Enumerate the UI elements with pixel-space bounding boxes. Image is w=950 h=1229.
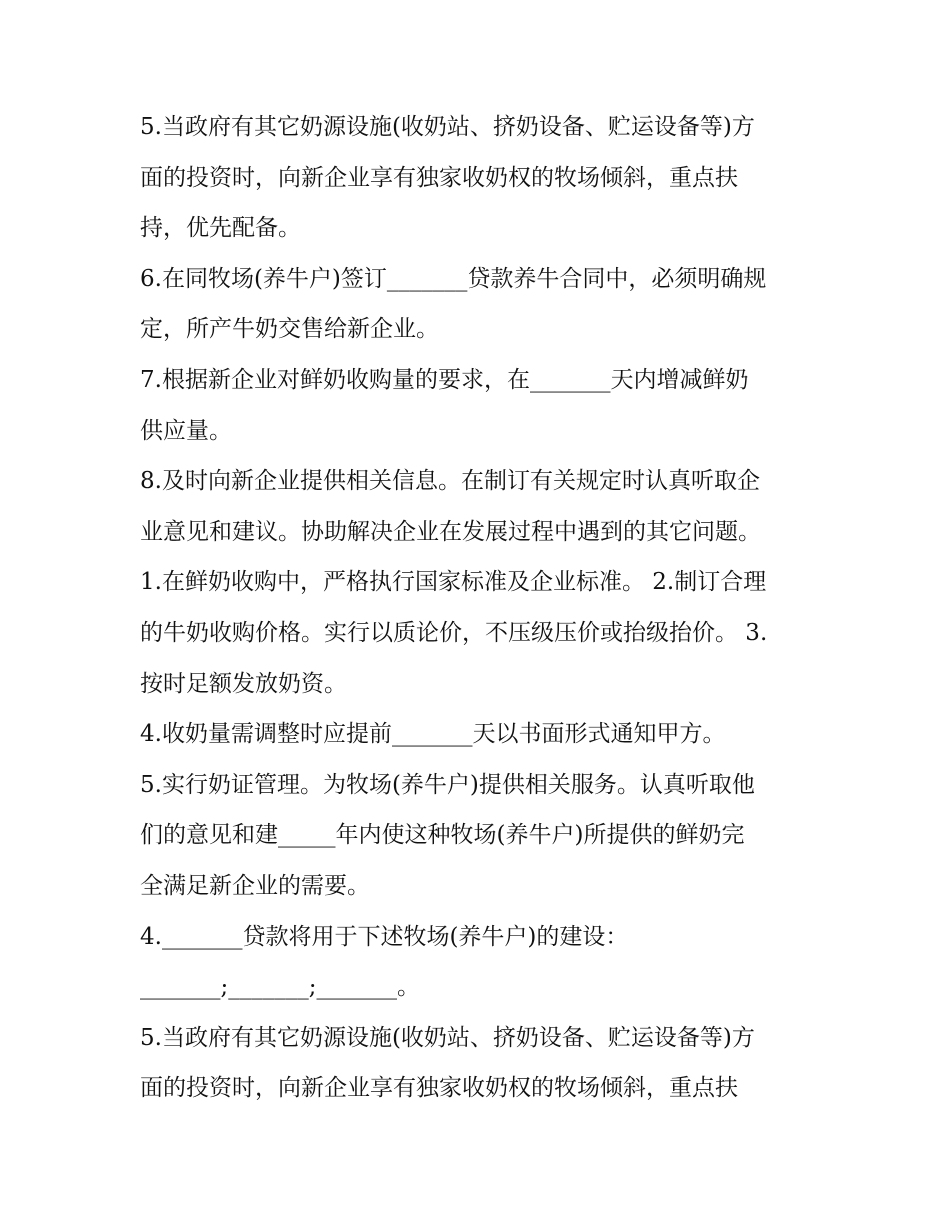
text-line: 4._______贷款将用于下述牧场(养牛户)的建设： bbox=[140, 923, 629, 950]
text-line: 面的投资时，向新企业享有独家收奶权的牧场倾斜，重点扶 bbox=[140, 1075, 738, 1102]
text-line: 全满足新企业的需要。 bbox=[140, 872, 370, 899]
text-line: 4.收奶量需调整时应提前_______天以书面形式通知甲方。 bbox=[140, 721, 726, 748]
text-line: _______;_______;_______。 bbox=[140, 974, 420, 1001]
text-line: 持，优先配备。 bbox=[140, 215, 301, 242]
text-line: 业意见和建议。协助解决企业在发展过程中遇到的其它问题。 bbox=[140, 518, 761, 545]
text-line: 5.当政府有其它奶源设施(收奶站、挤奶设备、贮运设备等)方 bbox=[140, 114, 755, 140]
text-line: 8.及时向新企业提供相关信息。在制订有关规定时认真听取企 bbox=[140, 468, 760, 495]
text-line: 1.在鲜奶收购中，严格执行国家标准及企业标准。 2.制订合理 bbox=[140, 569, 767, 596]
text-line: 面的投资时，向新企业享有独家收奶权的牧场倾斜，重点扶 bbox=[140, 164, 738, 191]
body-text bbox=[140, 102, 820, 1114]
text-line: 们的意见和建_____年内使这种牧场(养牛户)所提供的鲜奶完 bbox=[140, 822, 745, 849]
text-line: 定，所产牛奶交售给新企业。 bbox=[140, 316, 439, 343]
text-line: 5.实行奶证管理。为牧场(养牛户)提供相关服务。认真听取他 bbox=[140, 771, 755, 798]
text-line: 按时足额发放奶资。 bbox=[140, 670, 347, 697]
text-line: 7.根据新企业对鲜奶收购量的要求，在_______天内增减鲜奶 bbox=[140, 366, 749, 393]
text-line: 供应量。 bbox=[140, 417, 232, 444]
text-line: 6.在同牧场(养牛户)签订_______贷款养牛合同中，必须明确规 bbox=[140, 265, 767, 292]
text-line: 5.当政府有其它奶源设施(收奶站、挤奶设备、贮运设备等)方 bbox=[140, 1024, 755, 1051]
text-line: 的牛奶收购价格。实行以质论价，不压级压价或抬级抬价。 3. bbox=[140, 619, 768, 646]
